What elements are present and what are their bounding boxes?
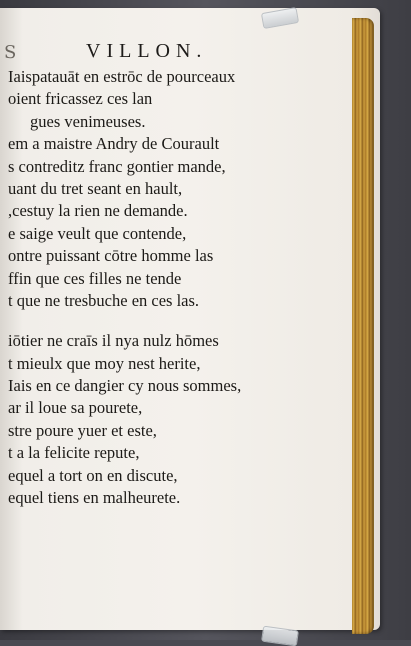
page-header: [0, 38, 380, 68]
running-head: VILLON.: [86, 40, 208, 62]
stanza-break: [8, 312, 338, 330]
verse-line: gues venimeuses.: [30, 111, 146, 131]
verse-line: ffin que ces filles ne tende: [8, 268, 182, 288]
verse-line: t a la felicite repute,: [8, 443, 140, 463]
verse-line: s contreditz franc gontier mande,: [8, 156, 226, 176]
book-page: [0, 8, 380, 630]
verse-line: t mieulx que moy nest herite,: [8, 353, 201, 373]
verse-line: equel a tort on en discute,: [8, 465, 178, 485]
verse-line: oient fricassez ces lan: [8, 89, 153, 109]
verse-line: Iaispatauāt en estrōc de pourceaux: [8, 67, 236, 86]
verse-line: Iais en ce dangier cy nous sommes,: [8, 376, 242, 396]
bottom-page-clip: [261, 626, 299, 646]
verse-line: ar il loue sa pourete,: [8, 398, 143, 418]
signature-mark: S: [4, 42, 17, 63]
gilt-page-edges: [352, 18, 374, 634]
verse-line: em a maistre Andry de Courault: [8, 134, 220, 154]
verse-line: t que ne tresbuche en ces las.: [8, 290, 200, 310]
poem-text: [8, 66, 338, 509]
verse-line: equel tiens en malheurete.: [8, 488, 181, 508]
verse-line: ,cestuy la rien ne demande.: [8, 201, 188, 221]
verse-line: stre poure yuer et este,: [8, 420, 157, 440]
top-page-clip: [261, 7, 299, 29]
verse-line: uant du tret seant en hault,: [8, 178, 183, 198]
verse-line: e saige veult que contende,: [8, 223, 187, 243]
verse-line: ontre puissant cōtre homme las: [8, 246, 214, 266]
verse-line: iōtier ne craīs il nya nulz hōmes: [8, 331, 219, 351]
